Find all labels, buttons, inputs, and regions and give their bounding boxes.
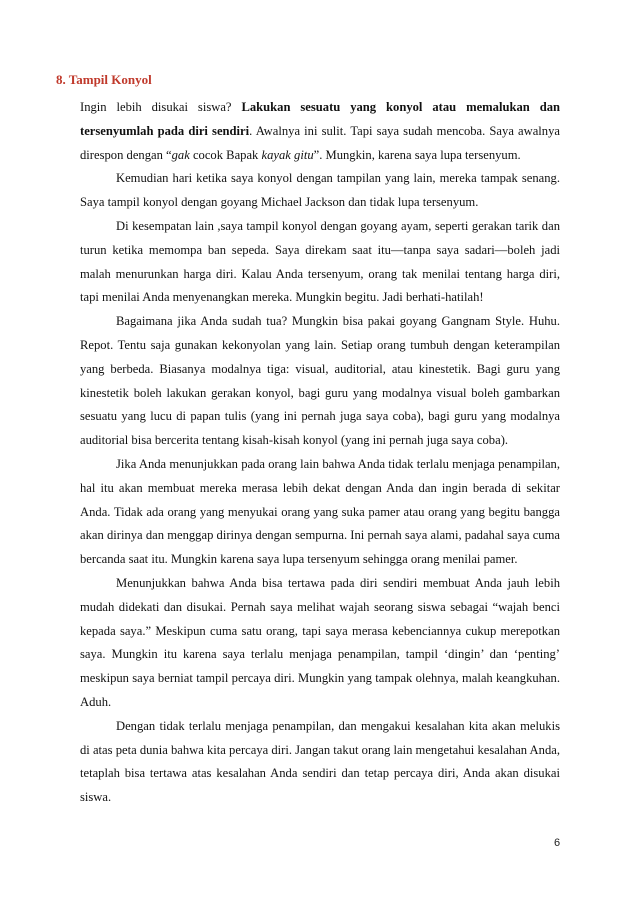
section-heading: 8. Tampil Konyol	[56, 72, 152, 87]
page-number: 6	[554, 837, 561, 849]
body-text	[80, 96, 560, 810]
paragraph	[80, 715, 560, 810]
text-run: cocok Bapak	[189, 147, 262, 162]
italic-text: kayak gitu	[261, 147, 314, 162]
text-run: . Awalnya ini sulit. Tapi saya sudah mencoba. Saya awalnya direspon dengan “	[80, 123, 560, 162]
paragraph	[80, 310, 560, 453]
paragraph	[80, 96, 560, 167]
text-run: Di kesempatan lain ,saya tampil konyol dengan goyang ayam, seperti gerakan tarik dan turun ketika memompa ban sepeda. Saya direkam saat itu—tanpa saya sadari—boleh jadi malah menurunkan harga diri. Kalau Anda tersenyum, orang tak menilai tentang harga diri, tapi menilai Anda menyenangkan mereka. Mungkin begitu. Jadi berhati-hatilah!	[80, 218, 560, 305]
paragraph	[80, 167, 560, 215]
text-run: ”. Mungkin, karena saya lupa tersenyum.	[313, 147, 521, 162]
text-run: Bagaimana jika Anda sudah tua? Mungkin bisa pakai goyang Gangnam Style. Huhu. Repot. Tentu saja gunakan kekonyolan yang lain. Setiap orang tumbuh dengan keterampilan yang berbeda. Biasanya modalnya tiga: visual, auditorial, atau kinestetik. Bagi guru yang kinestetik boleh lakukan gerakan konyol, bagi guru yang modalnya visual boleh gambarkan sesuatu yang lucu di papan tulis (yang ini pernah juga saya coba), bagi guru yang modalnya auditorial bisa bercerita tentang kisah-kisah konyol (yang ini pernah juga saya coba).	[80, 314, 560, 448]
paragraph	[80, 215, 560, 310]
paragraph	[80, 572, 560, 715]
text-run: Dengan tidak terlalu menjaga penampilan, dan mengakui kesalahan kita akan melukis di atas peta dunia bahwa kita percaya diri. Jangan takut orang lain mengetahui kesalahan Anda, tetaplah bisa tertawa atas kesalahan Anda sendiri dan tetap percaya diri, Anda akan disukai siswa.	[80, 718, 560, 805]
text-run: Kemudian hari ketika saya konyol dengan tampilan yang lain, mereka tampak senang. Saya tampil konyol dengan goyang Michael Jackson dan tidak lupa tersenyum.	[80, 171, 560, 210]
text-run: Ingin lebih disukai siswa?	[80, 100, 242, 114]
text-run: Jika Anda menunjukkan pada orang lain bahwa Anda tidak terlalu menjaga penampilan, hal itu akan membuat mereka merasa lebih dekat dengan Anda dan ingin berada di sekitar Anda. Tidak ada orang yang menyukai orang yang suka pamer atau orang yang begitu bangga akan dirinya dan menggap dirinya dengan sempurna. Ini pernah saya alami, padahal saya cuma bercanda saat itu. Mungkin karena saya lupa tersenyum sehingga orang menilai pamer.	[80, 456, 560, 567]
italic-text: gak	[171, 147, 190, 162]
text-run: Menunjukkan bahwa Anda bisa tertawa pada diri sendiri membuat Anda jauh lebih mudah didekati dan disukai. Pernah saya melihat wajah seorang siswa sebagai “wajah benci kepada saya.” Meskipun cuma satu orang, tapi saya merasa kebenciannya cukup merepotkan saya. Mungkin itu karena saya terlalu menjaga penampilan, tampil ‘dingin’ dan ‘penting’ meskipun saya berniat tampil percaya diri. Mungkin yang tampak olehnya, malah keangkuhan. Aduh.	[80, 575, 560, 709]
paragraph	[80, 453, 560, 572]
bold-text: Lakukan sesuatu yang konyol atau memalukan dan tersenyumlah pada diri sendiri	[80, 100, 560, 138]
